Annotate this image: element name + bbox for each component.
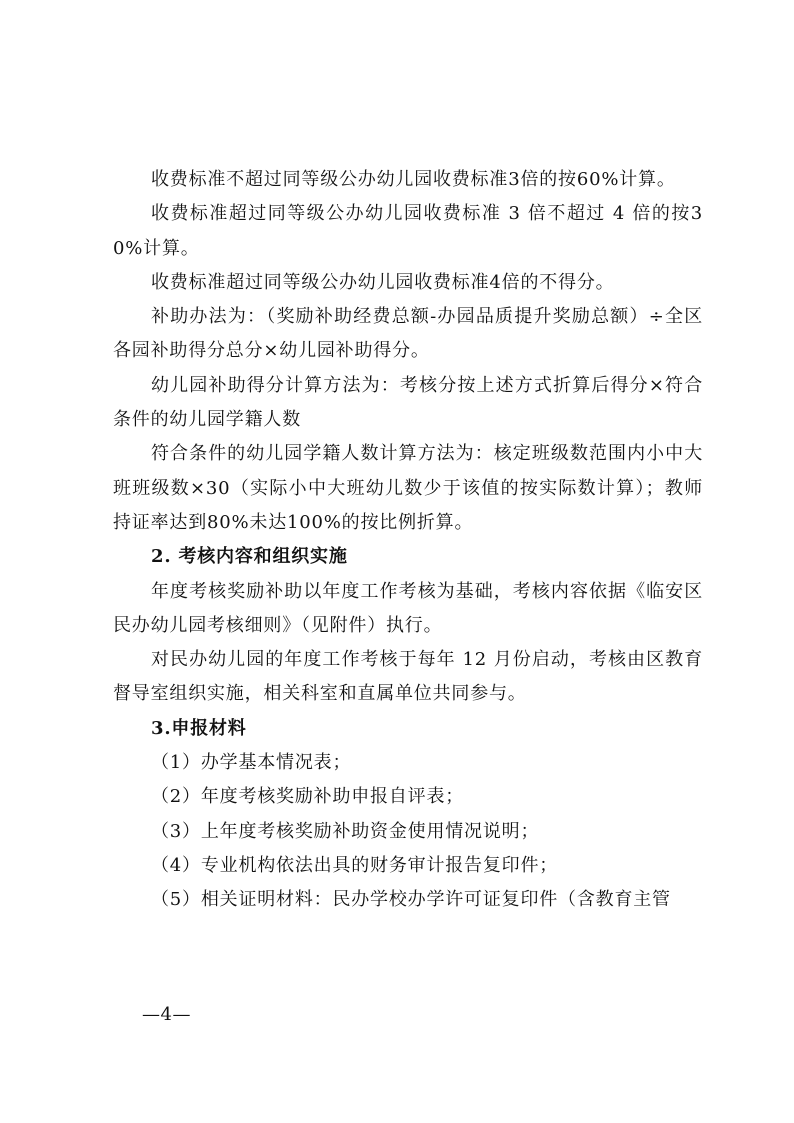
paragraph-assessment-basis: 年度考核奖励补助以年度工作考核为基础，考核内容依据《临安区民办幼儿园考核细则》（见附件）执行。 [113,580,703,636]
paragraph-fee-3x: 收费标准不超过同等级公办幼儿园收费标准3倍的按60%计算。 [151,169,676,190]
paragraph-fee-over-4x: 收费标准超过同等级公办幼儿园收费标准4倍的不得分。 [151,271,615,293]
list-item-material-5: （5）相关证明材料：民办学校办学许可证复印件（含教育主管 [151,889,671,911]
paragraph-assessment-schedule: 对民办幼儿园的年度工作考核于每年 12 月份启动，考核由区教育督导室组织实施，相关科室和直属单位共同参与。 [113,649,703,705]
document-body [113,163,703,918]
list-item-material-4: （4）专业机构依法出具的财务审计报告复印件； [151,854,559,876]
page-number: —4— [142,1004,191,1025]
section-heading-assessment: 2. 考核内容和组织实施 [151,546,348,568]
section-heading-materials: 3.申报材料 [151,717,247,739]
list-item-material-2: （2）年度考核奖励补助申报自评表； [151,786,465,808]
paragraph-subsidy-method: 补助办法为：（奖励补助经费总额-办园品质提升奖励总额）÷全区各园补助得分总分×幼儿园补助得分。 [113,306,703,362]
paragraph-enrollment-calculation: 符合条件的幼儿园学籍人数计算方法为：核定班级数范围内小中大班班级数×30（实际小中大班幼儿数少于该值的按实际数计算）；教师持证率达到80%未达100%的按比例折算。 [113,443,703,533]
list-item-material-1: （1）办学基本情况表； [151,752,352,774]
list-item-material-3: （3）上年度考核奖励补助资金使用情况说明； [151,820,540,842]
paragraph-score-calculation: 幼儿园补助得分计算方法为：考核分按上述方式折算后得分×符合条件的幼儿园学籍人数 [113,374,703,431]
paragraph-fee-3x-4x: 收费标准超过同等级公办幼儿园收费标准 3 倍不超过 4 倍的按30%计算。 [113,203,703,259]
